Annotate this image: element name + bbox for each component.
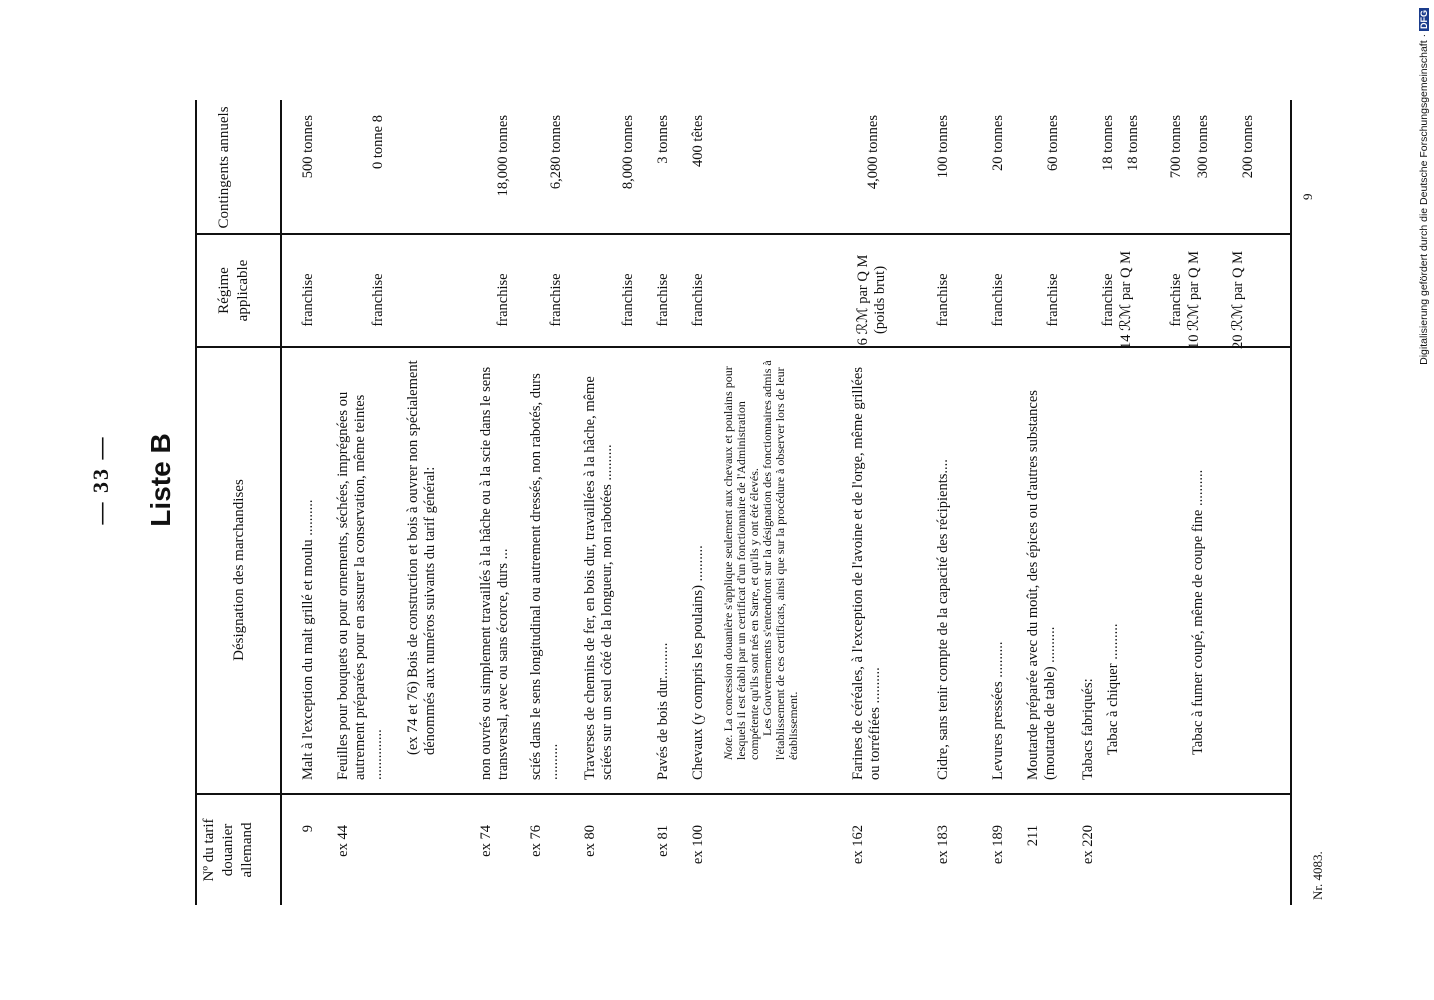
table-header-rule <box>280 100 282 905</box>
row-contingent: 18 tonnes <box>1125 115 1141 171</box>
row-contingent: 100 tonnes <box>935 115 951 179</box>
row-regime: franchise <box>935 273 951 327</box>
header-tarif: Nº du tarif douanier allemand <box>201 818 255 882</box>
row-tarif: ex 80 <box>582 825 598 857</box>
page-number-line: — 33 — <box>88 435 113 525</box>
row-designation: Traverses de chemins de fer, en bois dur, travaillées à la hâche, même sciées sur un seul côté de la longueur, non rabotées .......... <box>582 376 615 780</box>
note-text-1: La concession douanière s'applique seulement aux chevaux et poulains pour lesquels il est établi par un certificat d'un fonctionnaire de l'Administration compétente qu'ils sont nés en Sarre, et qu'ils y ont été élevés. <box>721 366 761 760</box>
row-contingent: 200 tonnes <box>1240 115 1256 179</box>
row-regime: 20 ℛℳ par Q M <box>1230 251 1246 349</box>
row-contingent: 18,000 tonnes <box>495 115 511 197</box>
row-regime: franchise <box>548 273 564 327</box>
table-bottom-rule <box>1290 100 1292 905</box>
dfg-logo: DFG <box>1419 10 1429 29</box>
col-divider-1 <box>195 794 1292 796</box>
row-regime: 6 ℛℳ par Q M (poids brut) <box>855 254 888 346</box>
row-contingent: 60 tonnes <box>1045 115 1061 171</box>
row-contingent: 300 tonnes <box>1195 115 1211 179</box>
row-designation: Pavés de bois dur.......... <box>655 642 671 780</box>
row-tarif: ex 100 <box>690 825 706 865</box>
row-contingent: 8,000 tonnes <box>620 115 636 190</box>
row-tarif: ex 76 <box>528 825 544 857</box>
header-contingents: Contingents annuels <box>216 106 232 229</box>
note-label: Note. <box>721 734 735 760</box>
row-regime: franchise <box>370 273 386 327</box>
row-tarif: ex 81 <box>655 825 671 857</box>
row-designation: non ouvrés ou simplement travaillés à la hâche ou à la scie dans le sens transversal, avec ou sans écorce, durs ... <box>478 366 511 780</box>
row-contingent: 400 têtes <box>690 115 706 167</box>
row-designation: Cidre, sans tenir compte de la capacité des récipients.... <box>935 459 951 780</box>
row-regime: 14 ℛℳ par Q M <box>1118 251 1134 349</box>
row-tarif: 9 <box>300 825 316 833</box>
row-regime: franchise <box>495 273 511 327</box>
row-tarif: ex 44 <box>335 825 351 857</box>
row-contingent: 20 tonnes <box>990 115 1006 171</box>
header-regime: Régime applicable <box>216 259 251 322</box>
row-designation: Tabac à fumer coupé, même de coupe fine .......... <box>1190 469 1206 755</box>
row-regime: franchise <box>690 273 706 327</box>
credit-text: Digitalisierung gefördert durch die Deutsche Forschungsgemeinschaft <box>1418 40 1430 365</box>
row-regime: franchise <box>990 273 1006 327</box>
row-contingent: 700 tonnes <box>1168 115 1184 179</box>
row-regime: franchise <box>1168 273 1184 327</box>
row-designation: (ex 74 et 76) Bois de construction et bois à ouvrer non spécialement dénommés aux numéros suivants du tarif général: <box>405 360 438 755</box>
row-designation: Chevaux (y compris les poulains) .......... <box>690 545 706 780</box>
row-contingent: 18 tonnes <box>1100 115 1116 171</box>
row-tarif: ex 74 <box>478 825 494 857</box>
row-contingent: 500 tonnes <box>300 115 316 179</box>
row-designation: Tabac à chiquer .......... <box>1105 623 1121 755</box>
row-designation: Malt à l'exception du malt grillé et moulu .......... <box>300 499 316 780</box>
row-designation: sciés dans le sens longitudinal ou autrement dressés, non rabotés, durs .......... <box>528 373 561 780</box>
row-regime: franchise <box>655 273 671 327</box>
row-contingent: 0 tonne 8 <box>370 115 386 169</box>
col-divider-3 <box>195 234 1292 236</box>
row-tarif: 211 <box>1025 825 1041 847</box>
row-designation: Moutarde préparée avec du moût, des épices ou d'autres substances (moutarde de table) .......... <box>1025 390 1058 780</box>
digitization-credit: Digitalisierung gefördert durch die Deutsche Forschungsgemeinschaft · DFG <box>1418 10 1430 365</box>
page-title: Liste B <box>145 433 176 527</box>
row-regime: 10 ℛℳ par Q M <box>1186 251 1202 349</box>
row-designation: Tabacs fabriqués: <box>1080 678 1096 780</box>
row-contingent: 3 tonnes <box>655 115 671 164</box>
print-reference: Nr. 4083. <box>1310 851 1325 900</box>
row-tarif: ex 162 <box>850 825 866 865</box>
row-regime: franchise <box>620 273 636 327</box>
table-top-rule <box>195 100 197 905</box>
row-tarif: ex 220 <box>1080 825 1096 865</box>
row-designation: Levures pressées .......... <box>990 641 1006 780</box>
row-designation: Feuilles pour bouquets ou pour ornements, séchées, imprégnées ou autrement préparées pour en assurer la conservation, même teintes .............. <box>335 391 385 780</box>
row-regime: franchise <box>1100 273 1116 327</box>
header-designation: Désignation des marchandises <box>231 479 247 661</box>
row-contingent: 6,280 tonnes <box>548 115 564 190</box>
note-text-2: Les Gouvernements s'entendront sur la désignation des fonctionnaires admis à l'établissement de ces certificats, ainsi que sur la procédure à observer lors de leur établissement. <box>760 360 800 760</box>
row-designation: Farines de céréales, à l'exception de l'avoine et de l'orge, même grillées ou torréfiées .......... <box>850 367 883 780</box>
note-block <box>722 355 800 760</box>
row-regime: franchise <box>300 273 316 327</box>
row-tarif: ex 183 <box>935 825 951 865</box>
row-tarif: ex 189 <box>990 825 1006 865</box>
row-regime: franchise <box>1045 273 1061 327</box>
row-contingent: 4,000 tonnes <box>865 115 881 190</box>
signature-mark: 9 <box>1300 193 1315 200</box>
